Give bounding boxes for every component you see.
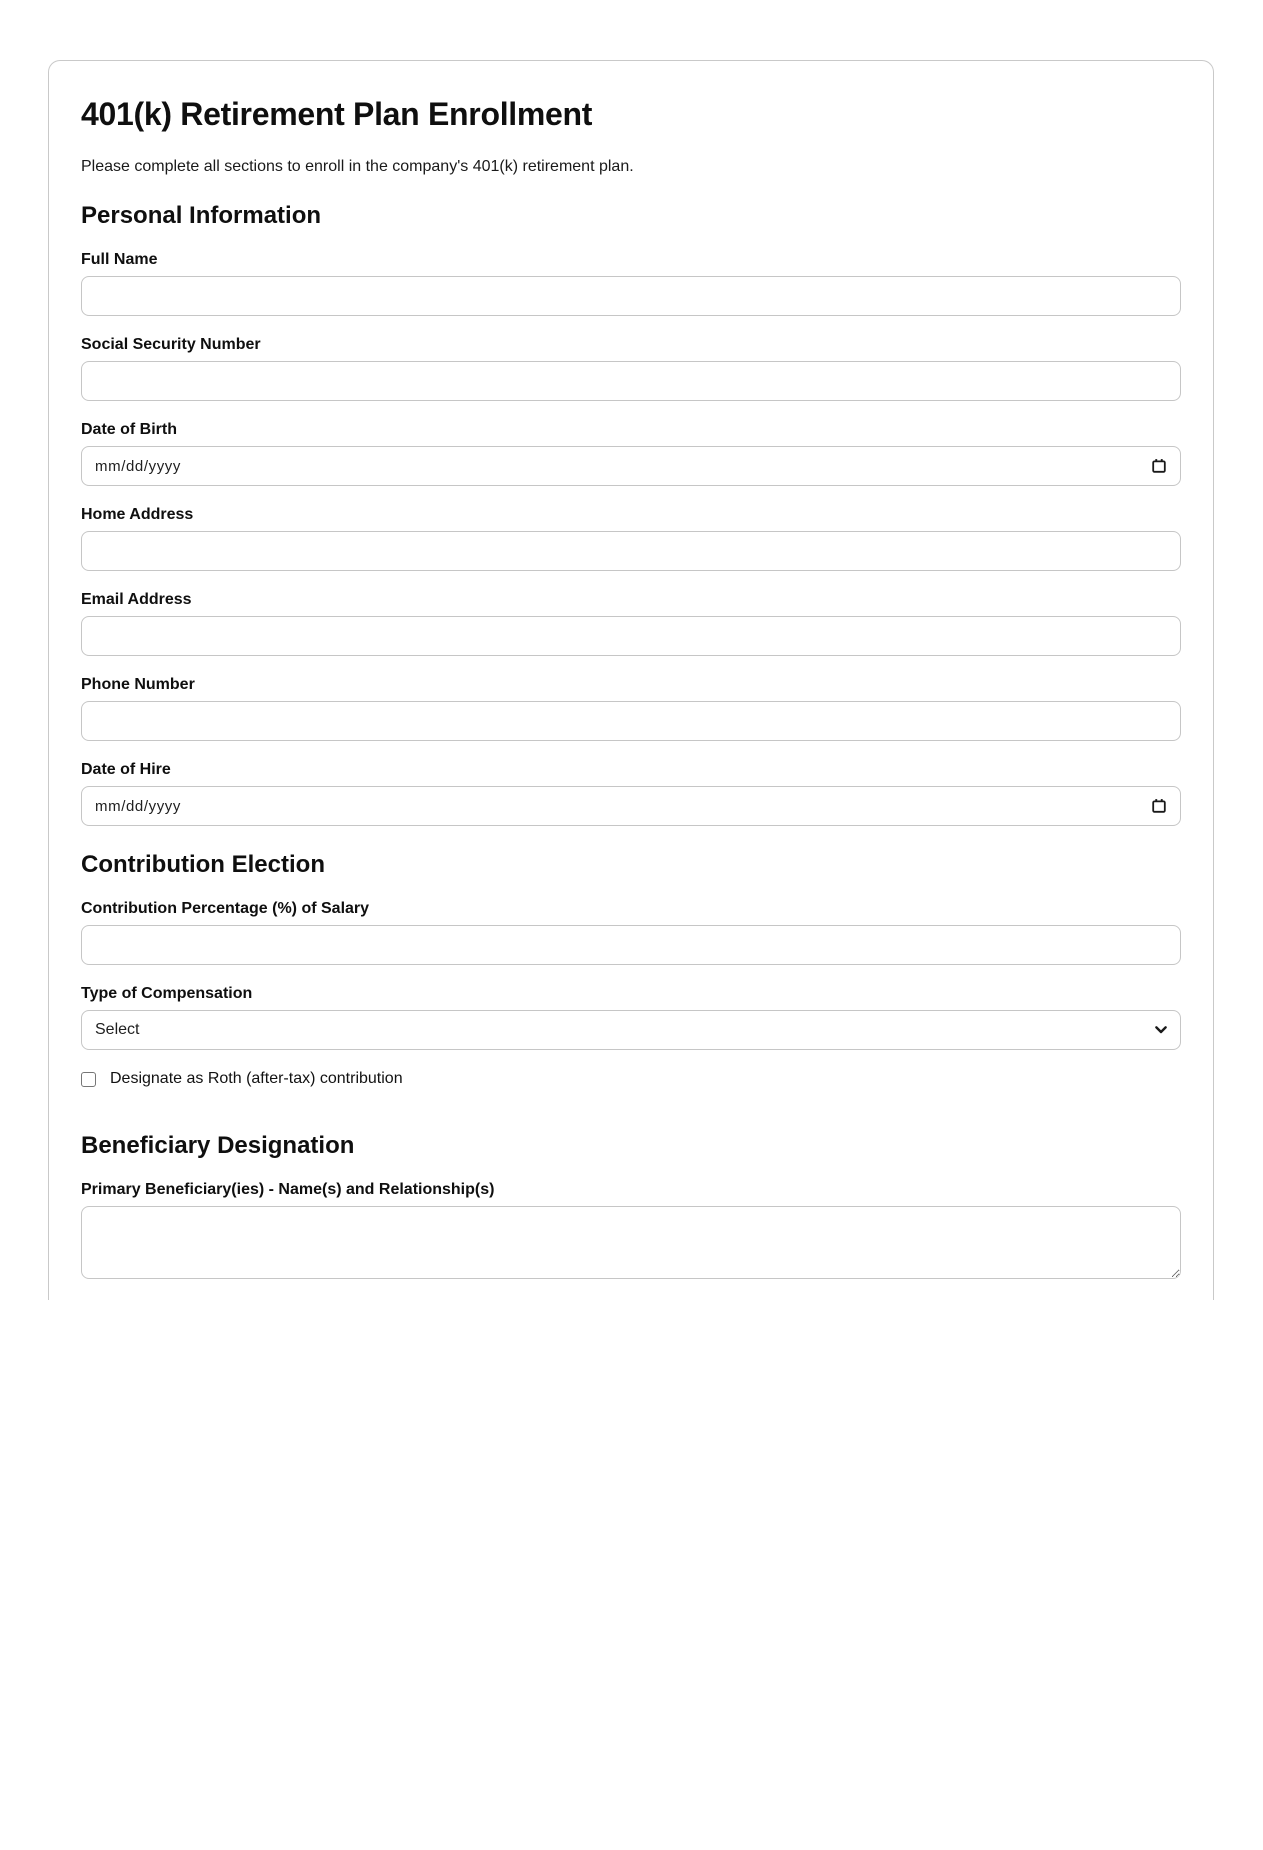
- field-group-email: [81, 590, 1181, 656]
- home-address-label: Home Address: [81, 506, 194, 523]
- field-group-full-name: [81, 250, 1181, 316]
- field-group-date-of-hire: [81, 760, 1181, 826]
- roth-checkbox[interactable]: [81, 1072, 96, 1087]
- calendar-icon[interactable]: [1151, 798, 1167, 814]
- field-group-primary-beneficiary: [81, 1180, 1181, 1279]
- contribution-percentage-label: Contribution Percentage (%) of Salary: [81, 900, 370, 917]
- date-of-birth-label: Date of Birth: [81, 421, 177, 438]
- full-name-input[interactable]: [81, 276, 1181, 316]
- primary-beneficiary-label: Primary Beneficiary(ies) - Name(s) and Relationship(s): [81, 1181, 495, 1198]
- ssn-input[interactable]: [81, 361, 1181, 401]
- page-title: 401(k) Retirement Plan Enrollment: [81, 96, 593, 132]
- section-heading-personal: Personal Information: [81, 202, 322, 229]
- phone-label: Phone Number: [81, 676, 195, 693]
- date-of-hire-placeholder: mm/dd/yyyy: [95, 797, 182, 815]
- enrollment-form-card: [48, 60, 1214, 1300]
- field-group-home-address: [81, 505, 1181, 571]
- home-address-input[interactable]: [81, 531, 1181, 571]
- chevron-down-icon: [1155, 1026, 1167, 1034]
- compensation-type-selected-option: Select: [95, 1021, 140, 1038]
- roth-checkbox-label: Designate as Roth (after-tax) contribution: [110, 1070, 403, 1087]
- email-field[interactable]: [81, 616, 1181, 656]
- field-group-ssn: [81, 335, 1181, 401]
- calendar-icon[interactable]: [1151, 458, 1167, 474]
- ssn-label: Social Security Number: [81, 336, 261, 353]
- contribution-percentage-input[interactable]: [81, 925, 1181, 965]
- section-heading-contribution: Contribution Election: [81, 851, 325, 878]
- section-heading-beneficiary: Beneficiary Designation: [81, 1132, 355, 1159]
- date-of-hire-label: Date of Hire: [81, 761, 171, 778]
- phone-input[interactable]: [81, 701, 1181, 741]
- compensation-type-label: Type of Compensation: [81, 985, 253, 1002]
- date-of-birth-input[interactable]: [81, 446, 1181, 486]
- email-label: Email Address: [81, 591, 192, 608]
- form-subtitle: Please complete all sections to enroll in the company's 401(k) retirement plan.: [81, 158, 634, 175]
- field-group-contribution-percentage: [81, 899, 1181, 965]
- compensation-type-select[interactable]: [81, 1010, 1181, 1050]
- field-group-phone: [81, 675, 1181, 741]
- full-name-label: Full Name: [81, 251, 158, 268]
- date-of-hire-input[interactable]: [81, 786, 1181, 826]
- roth-checkbox-row[interactable]: [81, 1069, 1181, 1089]
- primary-beneficiary-textarea[interactable]: [81, 1206, 1181, 1279]
- date-of-birth-placeholder: mm/dd/yyyy: [95, 457, 182, 475]
- field-group-date-of-birth: [81, 420, 1181, 486]
- field-group-compensation-type: [81, 984, 1181, 1050]
